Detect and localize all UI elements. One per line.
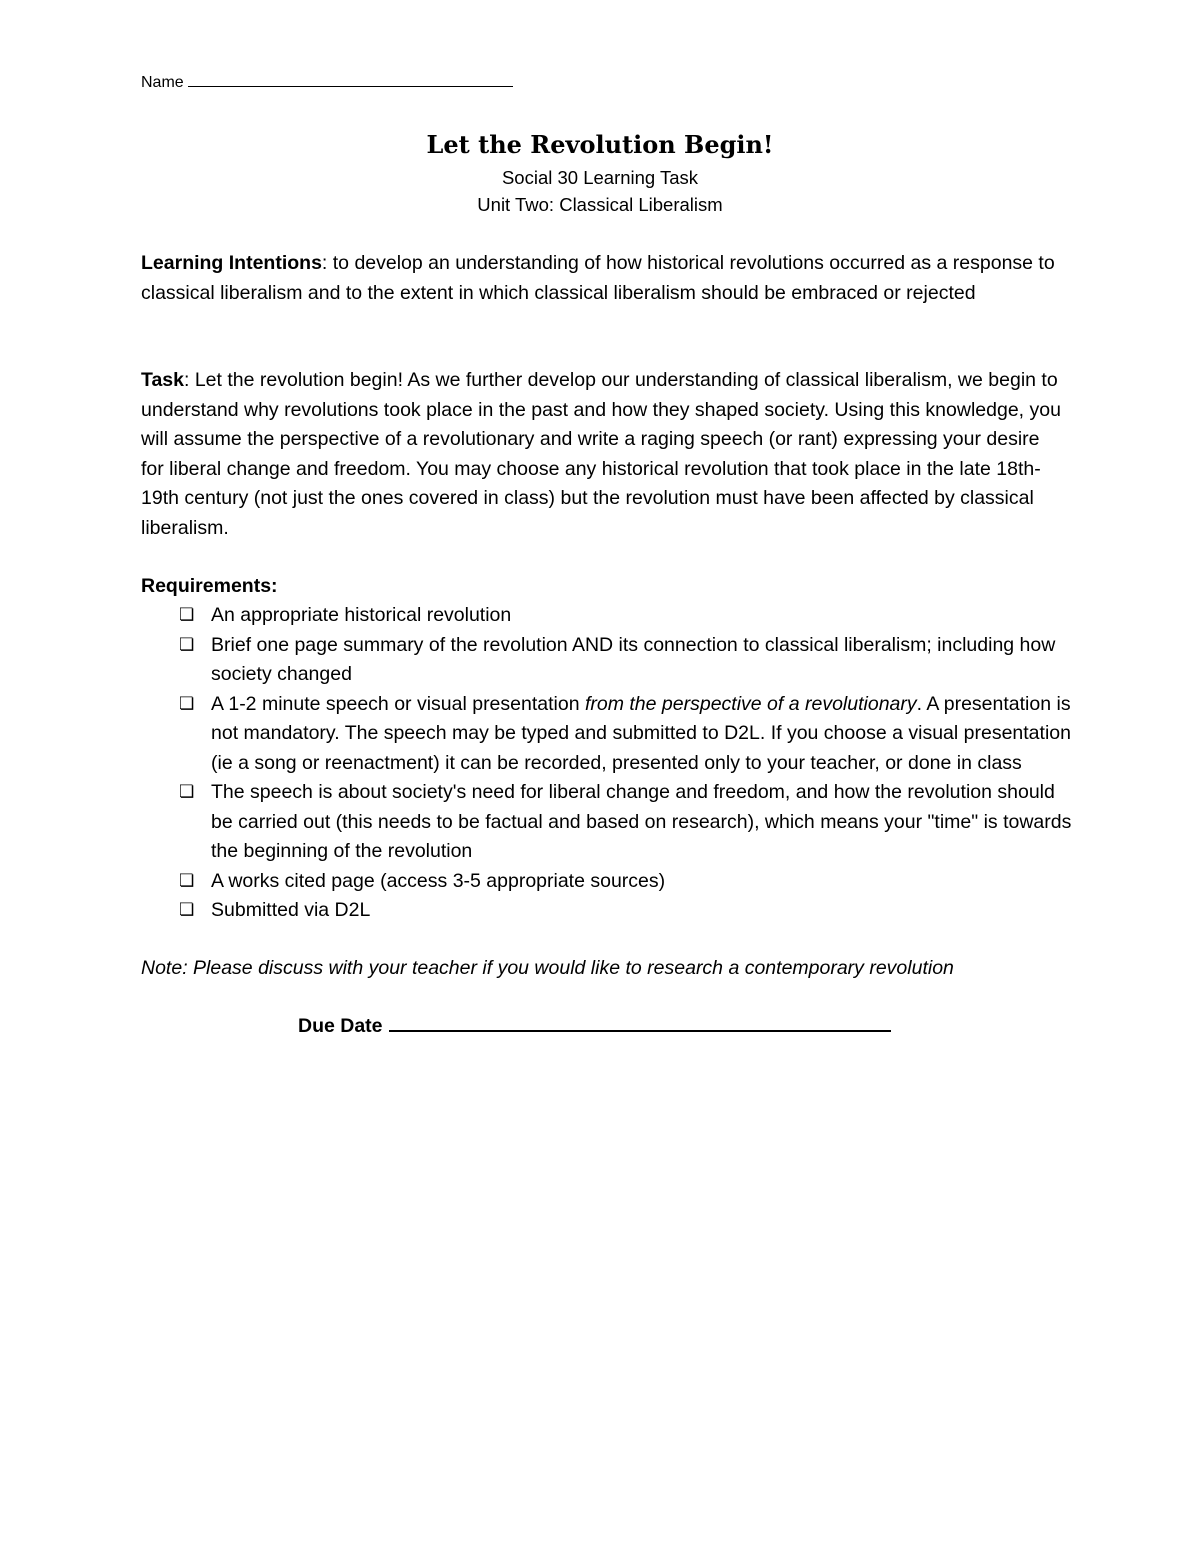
list-item: [141, 896, 1081, 926]
due-date-field: [298, 1012, 891, 1042]
requirement-text: Brief one page summary of the revolution AND its connection to classical liberalism; including how society changed: [211, 633, 1056, 685]
note-text: Note: Please discuss with your teacher if you would like to research a contemporary revolution: [141, 957, 954, 979]
requirement-text: Submitted via D2L: [211, 899, 371, 921]
task-paragraph: [141, 366, 1061, 543]
task-label: Task: [141, 369, 184, 391]
learning-intentions-label: Learning Intentions: [141, 252, 322, 274]
requirement-text: The speech is about society's need for liberal change and freedom, and how the revolution should be carried out (this needs to be factual and based on research), which means your "time" is towards the beginning of the revolution: [211, 781, 1072, 862]
checkbox-icon[interactable]: ❏: [179, 634, 195, 655]
learning-intentions-text: : to develop an understanding of how historical revolutions occurred as a response to classical liberalism and to the extent in which classical liberalism should be embraced or rejected: [141, 252, 1055, 304]
checkbox-icon[interactable]: ❏: [179, 782, 195, 802]
requirement-text-italic: from the perspective of a revolutionary: [584, 692, 917, 715]
list-item: [141, 631, 1081, 690]
requirement-text-end: . A presentation is not mandatory. The speech may be typed and submitted to D2L. If you choose a visual presentation (ie a song or reenactment) it can be recorded, presented only to your teacher, or done in class: [211, 692, 1071, 774]
requirement-text: A works cited page (access 3-5 appropriate sources): [211, 869, 666, 892]
requirement-text-start: A 1-2 minute speech or visual presentation: [211, 692, 585, 715]
list-item: [141, 867, 1081, 897]
list-item: [141, 690, 1081, 779]
requirement-text: An appropriate historical revolution: [211, 604, 512, 626]
due-date-label: Due Date: [298, 1015, 383, 1037]
due-date-blank-line[interactable]: [389, 1012, 891, 1032]
checkbox-icon[interactable]: ❏: [179, 693, 195, 714]
checkbox-icon[interactable]: ❏: [179, 870, 195, 891]
list-item: [141, 778, 1081, 867]
document-title: Let the Revolution Begin!: [426, 130, 774, 159]
checkbox-icon[interactable]: ❏: [179, 605, 195, 625]
course-subtitle: Social 30 Learning Task: [501, 167, 699, 188]
learning-intentions-paragraph: [141, 249, 1061, 308]
name-label: Name: [141, 74, 184, 91]
list-item: [141, 601, 1081, 631]
task-text: : Let the revolution begin! As we further develop our understanding of classical liberalism, we begin to understand why revolutions took place in the past and how they shaped society. Using this knowledge, you will assume the perspective of a revolutionary and write a raging speech (or rant) expressing your desire for liberal change and freedom. You may choose any historical revolution that took place in the late 18th-19th century (not just the ones covered in class) but the revolution must have been affected by classical liberalism.: [141, 369, 1061, 539]
name-blank-line[interactable]: [188, 70, 513, 87]
requirements-list: [141, 601, 1081, 926]
name-field: [141, 70, 513, 94]
requirements-heading: Requirements:: [141, 575, 278, 597]
unit-subtitle: Unit Two: Classical Liberalism: [477, 194, 723, 215]
checkbox-icon[interactable]: ❏: [179, 900, 195, 920]
